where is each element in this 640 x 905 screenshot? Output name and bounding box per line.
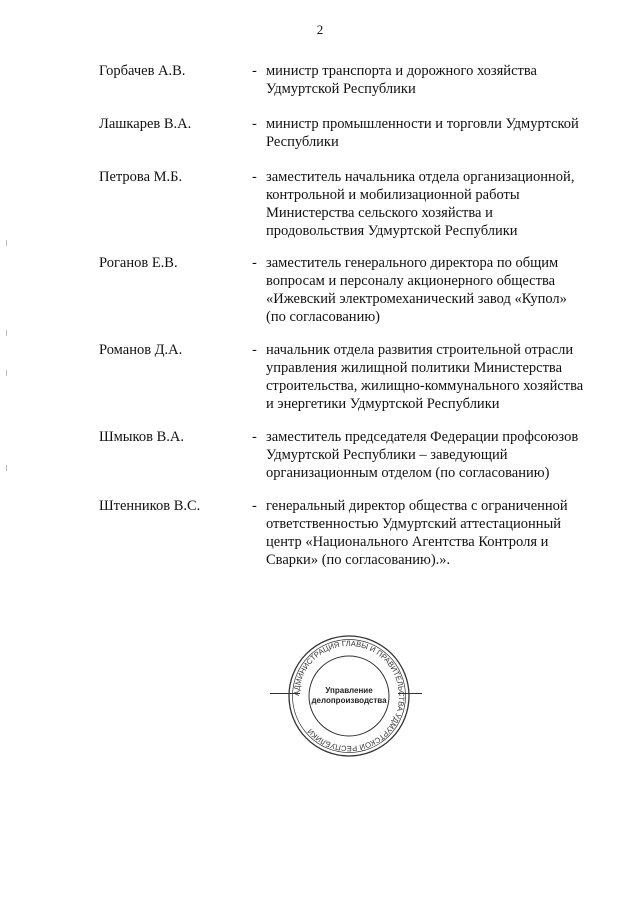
member-position — [266, 428, 602, 482]
position-line: министр транспорта и дорожного хозяйства — [266, 63, 537, 79]
margin-mark — [6, 370, 7, 376]
position-line: начальник отдела развития строительной отрасли — [266, 342, 574, 358]
entry-dash: - — [252, 116, 257, 132]
page-number: 2 — [316, 22, 324, 37]
member-name: Лашкарев В.А. — [99, 116, 192, 132]
member-position — [266, 341, 602, 413]
position-line: министр промышленности и торговли Удмуртской — [266, 116, 579, 132]
member-position — [266, 115, 602, 151]
margin-mark — [6, 240, 7, 246]
seal-outer-text: АДМИНИСТРАЦИЯ ГЛАВЫ И ПРАВИТЕЛЬСТВА УДМУРТСКОЙ РЕСПУБЛИКИ — [291, 638, 407, 754]
member-position — [266, 168, 602, 240]
official-seal-stamp — [286, 633, 412, 759]
position-line: Министерства сельского хозяйства и — [266, 205, 493, 221]
member-name: Роганов Е.В. — [99, 255, 178, 271]
member-position — [266, 497, 602, 569]
seal-center-line1: Управление — [325, 686, 373, 695]
member-name: Шмыков В.А. — [99, 429, 184, 445]
position-line: Удмуртской Республики — [266, 81, 416, 97]
position-line: заместитель генерального директора по общим — [266, 255, 559, 271]
member-name: Горбачев А.В. — [99, 63, 186, 79]
position-line: контрольной и мобилизационной работы — [266, 187, 520, 203]
margin-mark — [6, 465, 7, 471]
position-line: Сварки» (по согласованию).». — [266, 552, 451, 568]
entry-dash: - — [252, 255, 257, 271]
position-line: Республики — [266, 134, 339, 150]
position-line: (по согласованию) — [266, 309, 380, 325]
entry-dash: - — [252, 429, 257, 445]
entry-dash: - — [252, 169, 257, 185]
position-line: ответственностью Удмуртский аттестационный — [266, 516, 561, 532]
position-line: и энергетики Удмуртской Республики — [266, 396, 500, 412]
position-line: управления жилищной политики Министерства — [266, 360, 563, 376]
member-name: Штенников В.С. — [99, 498, 201, 514]
position-line: Удмуртской Республики – заведующий — [266, 447, 508, 463]
position-line: заместитель председателя Федерации профсоюзов — [266, 429, 579, 445]
entry-dash: - — [252, 498, 257, 514]
member-position — [266, 254, 602, 326]
member-position — [266, 62, 602, 98]
margin-mark — [6, 330, 7, 336]
position-line: «Ижевский электромеханический завод «Купол» — [266, 291, 567, 307]
position-line: организационным отделом (по согласованию) — [266, 465, 550, 481]
member-name: Петрова М.Б. — [99, 169, 183, 185]
position-line: генеральный директор общества с ограниченной — [266, 498, 568, 514]
entry-dash: - — [252, 63, 257, 79]
position-line: вопросам и персоналу акционерного общества — [266, 273, 556, 289]
position-line: центр «Национального Агентства Контроля и — [266, 534, 549, 550]
position-line: заместитель начальника отдела организационной, — [266, 169, 575, 185]
position-line: строительства, жилищно-коммунального хозяйства — [266, 378, 584, 394]
member-name: Романов Д.А. — [99, 342, 183, 358]
entry-dash: - — [252, 342, 257, 358]
position-line: продовольствия Удмуртской Республики — [266, 223, 518, 239]
seal-center-line2: делопроизводства — [311, 696, 387, 705]
